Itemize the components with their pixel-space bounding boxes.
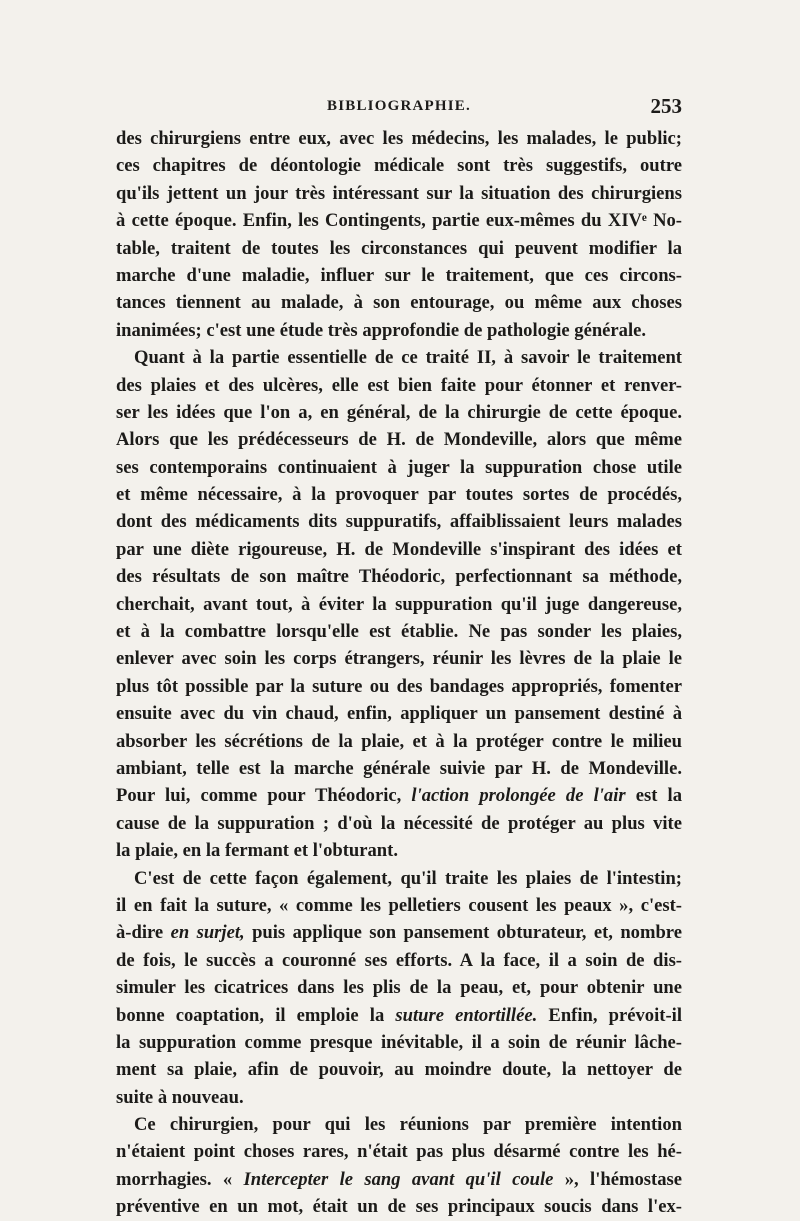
text-line: il en fait la suture, « comme les pelletiers cousent les peaux », c'est- — [116, 894, 682, 916]
text-line: des résultats de son maître Théodoric, perfectionnant sa méthode, — [116, 566, 682, 588]
text-line-mixed — [116, 919, 682, 946]
text-line: préventive en un mot, était un de ses principaux soucis dans l'ex- — [116, 1196, 682, 1218]
text-line: suite à nouveau. — [116, 1086, 244, 1108]
text-line: ambiant, telle est la marche générale suivie par H. de Mondeville. — [116, 757, 682, 779]
italic-phrase: suture entortillée. — [395, 1004, 538, 1026]
text-line: ser les idées que l'on a, en général, de la chirurgie de cette époque. — [116, 401, 682, 423]
text-line: marche d'une maladie, influer sur le traitement, que ces circons- — [116, 264, 682, 286]
text-segment: Enfin, prévoit-il — [537, 1004, 682, 1026]
text-line: ensuite avec du vin chaud, enfin, appliquer un pansement destiné à — [116, 703, 682, 725]
running-title: BIBLIOGRAPHIE. — [327, 98, 471, 114]
text-segment: », l'hémostase — [553, 1168, 682, 1190]
text-line: des chirurgiens entre eux, avec les médecins, les malades, le public; — [116, 128, 682, 149]
text-line: tances tiennent au malade, à son entourage, ou même aux choses — [116, 292, 682, 314]
text-line: et à la combattre lorsqu'elle est établie. Ne pas sonder les plaies, — [116, 621, 682, 643]
page-number: 253 — [650, 94, 682, 118]
text-line: absorber les sécrétions de la plaie, et à la protéger contre le milieu — [116, 730, 682, 752]
text-segment: à-dire — [116, 922, 164, 944]
body-text — [116, 125, 682, 1221]
text-line: la suppuration comme presque inévitable, il a soin de réunir lâche- — [116, 1031, 682, 1053]
text-segment: est la — [625, 785, 682, 807]
text-line: enlever avec soin les corps étrangers, réunir les lèvres de la plaie le — [116, 648, 682, 670]
text-segment: puis applique son pansement obturateur, et, nombre — [244, 922, 682, 944]
text-line: cherchait, avant tout, à éviter la suppuration qu'il juge dangereuse, — [116, 593, 682, 615]
text-line: table, traitent de toutes les circonstances qui peuvent modifier la — [116, 237, 682, 259]
text-line-mixed — [116, 782, 682, 809]
text-line: des plaies et des ulcères, elle est bien faite pour étonner et renver- — [116, 374, 682, 396]
text-line: ment sa plaie, afin de pouvoir, au moindre doute, la nettoyer de — [116, 1059, 682, 1081]
italic-phrase: Intercepter le sang avant qu'il coule — [243, 1168, 554, 1190]
text-line: qu'ils jettent un jour très intéressant sur la situation des chirurgiens — [116, 182, 682, 204]
italic-phrase: l'action prolongée de l'air — [411, 785, 626, 807]
page-header — [116, 94, 682, 120]
text-line: dont des médicaments dits suppuratifs, affaiblissaient leurs malades — [116, 511, 682, 533]
text-line: de fois, le succès a couronné ses efforts. A la face, il a soin de dis- — [116, 949, 682, 971]
text-line: inanimées; c'est une étude très approfondie de pathologie générale. — [116, 319, 647, 341]
text-line: n'étaient point choses rares, n'était pas plus désarmé contre les hé- — [116, 1141, 682, 1163]
text-line: la plaie, en la fermant et l'obturant. — [116, 840, 398, 862]
text-line: et même nécessaire, à la provoquer par toutes sortes de procédés, — [116, 484, 682, 506]
text-line: Quant à la partie essentielle de ce traité II, à savoir le traitement — [134, 347, 682, 369]
text-line-mixed — [116, 1166, 682, 1193]
text-line: C'est de cette façon également, qu'il traite les plaies de l'intestin; — [134, 867, 682, 889]
text-line: simuler les cicatrices dans les plis de la peau, et, pour obtenir une — [116, 977, 682, 999]
italic-phrase: en surjet, — [170, 922, 245, 944]
text-line-mixed — [116, 1002, 682, 1029]
text-line: plus tôt possible par la suture ou des bandages appropriés, fomenter — [116, 675, 682, 697]
text-line: Alors que les prédécesseurs de H. de Mondeville, alors que même — [116, 429, 682, 451]
text-line: ces chapitres de déontologie médicale sont très suggestifs, outre — [116, 155, 682, 177]
text-segment: bonne coaptation, il emploie la — [116, 1004, 385, 1026]
text-segment: morrhagies. « — [116, 1168, 233, 1190]
text-line: ses contemporains continuaient à juger la suppuration chose utile — [116, 456, 682, 478]
text-line: par une diète rigoureuse, H. de Mondeville s'inspirant des idées et — [116, 538, 682, 560]
text-line: Ce chirurgien, pour qui les réunions par première intention — [134, 1114, 682, 1136]
text-segment: Pour lui, comme pour Théodoric, — [116, 785, 402, 807]
text-line: à cette époque. Enfin, les Contingents, partie eux-mêmes du XIVᵉ No- — [116, 210, 682, 232]
text-line: cause de la suppuration ; d'où la nécessité de protéger au plus vite — [116, 812, 682, 834]
